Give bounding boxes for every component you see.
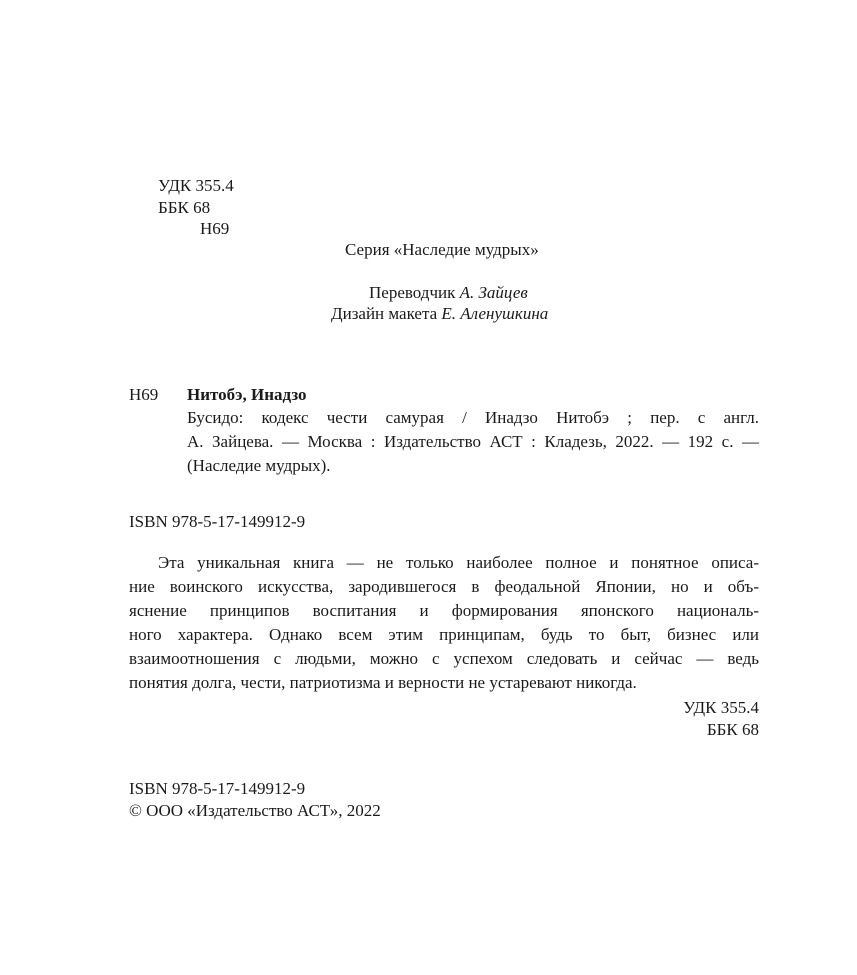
annotation xyxy=(129,551,759,695)
designer-name: Е. Аленушкина xyxy=(441,304,549,323)
bbk-code: ББК 68 xyxy=(158,198,211,217)
annotation-line: ного характера. Однако всем этим принципам, будь то быт, бизнес или xyxy=(129,625,759,644)
bbk-code-right: ББК 68 xyxy=(706,720,759,739)
translator-label: Переводчик xyxy=(369,283,456,302)
udk-code: УДК 355.4 xyxy=(158,176,234,195)
annotation-line: понятия долга, чести, патриотизма и верности не устаревают никогда. xyxy=(129,673,637,692)
isbn-top: ISBN 978-5-17-149912-9 xyxy=(129,512,306,531)
udk-code-right: УДК 355.4 xyxy=(683,698,759,717)
bibliographic-description xyxy=(187,406,759,478)
author-mark: Н69 xyxy=(200,219,230,238)
copyright-line: © ООО «Издательство АСТ», 2022 xyxy=(129,801,381,820)
bibliographic-line: Бусидо: кодекс чести самурая / Инадзо Нитобэ ; пер. с англ. xyxy=(187,408,759,427)
annotation-line: Эта уникальная книга — не только наиболее полное и понятное описа- xyxy=(158,553,759,572)
designer-label: Дизайн макета xyxy=(331,304,438,323)
annotation-line: взаимоотношения с людьми, можно с успехом следовать и сейчас — ведь xyxy=(129,649,759,668)
isbn-footer: ISBN 978-5-17-149912-9 xyxy=(129,779,306,798)
bibliographic-line: А. Зайцева. — Москва : Издательство АСТ : Кладезь, 2022. — 192 с. — xyxy=(187,432,759,451)
series-line: Серия «Наследие мудрых» xyxy=(345,240,539,259)
bibliographic-mark: Н69 xyxy=(129,385,159,404)
annotation-line: ние воинского искусства, зародившегося в феодальной Японии, но и объ- xyxy=(129,577,759,596)
bibliographic-author: Нитобэ, Инадзо xyxy=(187,385,307,404)
designer-line xyxy=(331,302,548,326)
bibliographic-line: (Наследие мудрых). xyxy=(187,456,331,475)
annotation-line: яснение принципов воспитания и формирования японского националь- xyxy=(129,601,759,620)
translator-name: А. Зайцев xyxy=(459,283,528,302)
